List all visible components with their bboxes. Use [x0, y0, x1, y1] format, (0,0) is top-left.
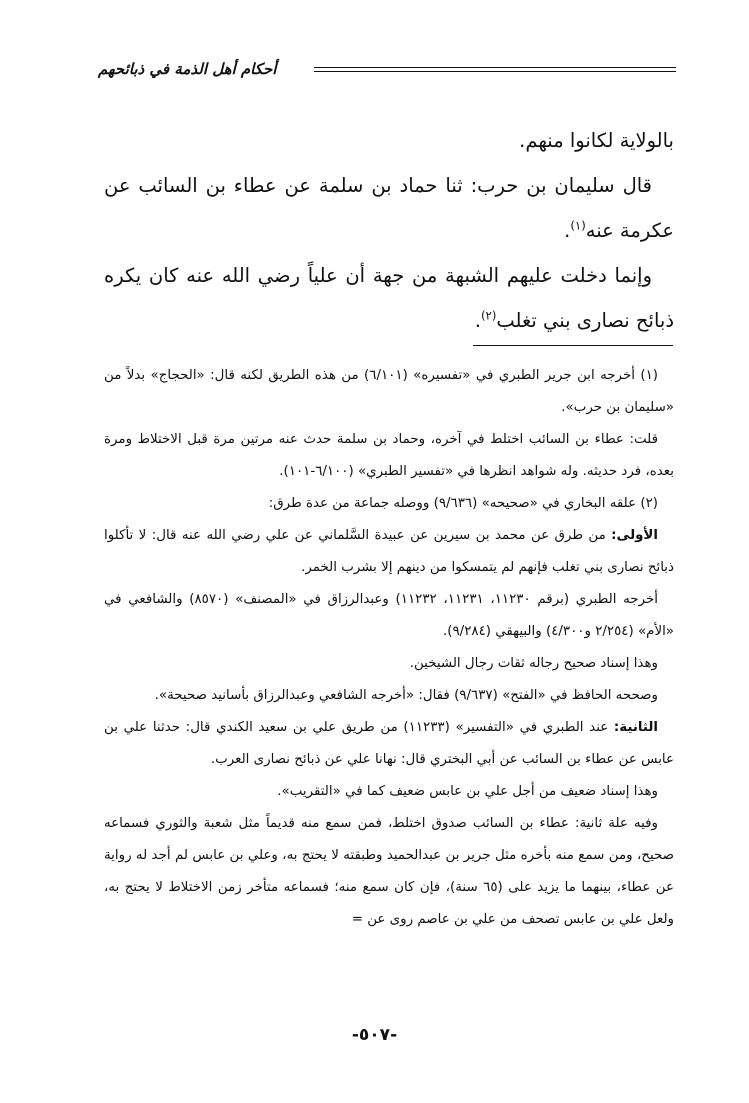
footnote-2-first-isnad: وهذا إسناد صحيح رجاله ثقات رجال الشيخين.	[409, 656, 658, 671]
paragraph-sulayman: قال سليمان بن حرب: ثنا حماد بن سلمة عن عطاء بن السائب عن عكرمة عنه$^{(١)}$.	[104, 174, 674, 242]
footnote-1-note: قلت: عطاء بن السائب اختلط في آخره، وحماد بن سلمة حدث عنه مرتين مرة قبل الاختلاط ومرة بعده، فرد حديثه. وله شواهد انظرها في «تفسير الطبري» (٦/١٠٠-١٠١).	[104, 432, 674, 479]
page-number: -٥٠٧-	[351, 1025, 398, 1045]
footnote-ref-2[interactable]: (٢)	[480, 308, 497, 323]
footnotes	[104, 360, 674, 936]
running-header	[98, 58, 676, 84]
footnote-separator	[473, 345, 673, 346]
header-rule-top	[314, 67, 676, 68]
footnote-2-first-tashih: وصححه الحافظ في «الفتح» (٩/٦٣٧) فقال: «أخرجه الشافعي وعبدالرزاق بأسانيد صحيحة».	[154, 688, 658, 703]
running-header-title: أحكام أهل الذمة في ذبائحهم	[98, 60, 277, 78]
paragraph-ali: وإنما دخلت عليهم الشبهة من جهة أن علياً رضي الله عنه كان يكره ذبائح نصارى بني تغلب$^{(٢)}$.	[104, 264, 674, 332]
footnote-2-first: الأولى: من طرق عن محمد بن سيرين عن عبيدة السَّلماني عن علي رضي الله عنه قال: لا تأكلوا ذبائح نصارى بني تغلب فإنهم لم يتمسكوا من دينهم إلا بشرب الخمر.	[104, 528, 674, 575]
header-rule-bottom	[314, 71, 676, 72]
footnote-2-second-illa: وفيه علة ثانية: عطاء بن السائب صدوق اختلط، فمن سمع منه قديماً مثل شعبة والثوري فسماعه صحيح، ومن سمع منه بأخره مثل جرير بن عبدالحميد وطبقته لا يحتج به، وعلي بن عابس لم أجد له رواية عن عطاء، بينهما ما يزيد على (٦٥ سنة)، فإن كان سمع منه؛ فسماعه متأخر زمن الاختلاط لا يحتج به، ولعل علي بن عابس تصحف من علي بن عاصم روى عن =	[104, 816, 674, 927]
paragraph-continuation: بالولاية لكانوا منهم.	[519, 129, 674, 152]
footnote-2-first-takhrij: أخرجه الطبري (برقم ١١٢٣٠، ١١٢٣١، ١١٢٣٢) وعبدالرزاق في «المصنف» (٨٥٧٠) والشافعي في «الأم» (٢/٢٥٤ و٤/٣٠٠) والبيهقي (٩/٢٨٤).	[104, 592, 674, 639]
main-text	[104, 118, 674, 343]
first-route-label: الأولى:	[611, 528, 658, 543]
footnote-2: (٢) علقه البخاري في «صحيحه» (٩/٦٣٦) ووصله جماعة من عدة طرق:	[268, 496, 658, 511]
footnote-2-second: الثانية: عند الطبري في «التفسير» (١١٢٣٣) من طريق علي بن سعيد الكندي قال: حدثنا علي بن عابس عن عطاء بن السائب عن أبي البختري قال: نهانا علي عن ذبائح نصارى العرب.	[104, 720, 674, 767]
footnote-2-second-isnad: وهذا إسناد ضعيف من أجل علي بن عابس ضعيف كما في «التقريب».	[277, 784, 658, 799]
second-route-label: الثانية:	[613, 720, 659, 735]
footnote-ref-1[interactable]: (١)	[570, 218, 586, 233]
footnote-1: (١) أخرجه ابن جرير الطبري في «تفسيره» (٦/١٠١) من هذه الطريق لكنه قال: «الحجاج» بدلاً من «سليمان بن حرب».	[104, 368, 674, 415]
